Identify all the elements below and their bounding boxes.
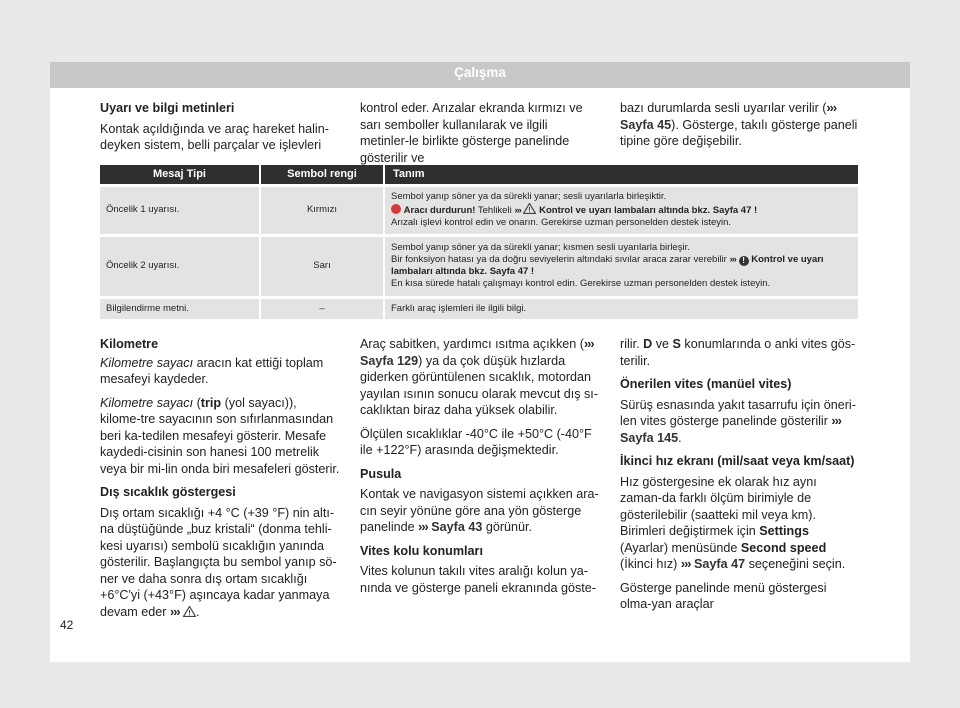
ref-arrow-icon: ›››	[583, 337, 594, 351]
paragraph: Kilometre sayacı aracın kat ettiği toplam mesafeyi kaydeder.	[100, 355, 324, 386]
ref-arrow-icon: ›››	[170, 604, 180, 619]
paragraph: Sürüş esnasında yakıt tasarrufu için öneri-len vites gösterge panelinde gösterilir ››› Sayfa 145.	[620, 397, 856, 445]
ref-arrow-icon: ›››	[418, 520, 428, 534]
cell-type: Bilgilendirme metni.	[100, 297, 260, 319]
paragraph: Dış ortam sıcaklığı +4 °C (+39 °F) nin altı-na düştüğünde „buz kristali“ (donma tehli-kesi uyarısı) sembolü sıcaklığın yanında gösterilir. Başlangıçta bu sembol yanıp sö-ner ve daha sonra dış ortam sıcaklığı +6°C'yi (+43°F) aşıncaya kadar yanmaya devam eder ››› .	[100, 505, 337, 619]
cell-definition: Farklı araç işlemleri ile ilgili bilgi.	[384, 297, 859, 319]
cell-type: Öncelik 2 uyarısı.	[100, 235, 260, 297]
info-exclamation-icon: !	[739, 256, 749, 266]
lower-column-2	[360, 336, 600, 603]
red-warning-icon	[391, 204, 401, 214]
top-column-2	[360, 100, 596, 173]
top-column-3	[620, 100, 860, 157]
paragraph: bazı durumlarda sesli uyarılar verilir (››› Sayfa 45). Gösterge, takılı gösterge paneli tipine göre değişebilir.	[620, 101, 858, 148]
cell-color: Sarı	[260, 235, 384, 297]
ref-arrow-icon: ›››	[514, 205, 521, 216]
paragraph: Vites kolunun takılı vites aralığı kolun ya-nında ve gösterge paneli ekranında göste-	[360, 564, 596, 595]
paragraph: Kontak ve navigasyon sistemi açıkken ara-cın seyir yönüne göre ana yön gösterge panelinde ››› Sayfa 43 görünür.	[360, 487, 599, 534]
table-header-type: Mesaj Tipi	[100, 165, 260, 185]
warning-texts-heading: Uyarı ve bilgi metinleri	[100, 101, 235, 115]
warning-triangle-icon	[183, 606, 196, 617]
warning-triangle-icon	[523, 203, 536, 214]
page-reference-link[interactable]: Sayfa 45	[620, 117, 672, 132]
page-reference-link[interactable]: Sayfa 43	[431, 520, 483, 534]
paragraph: Gösterge panelinde menü göstergesi olma-yan araçlar	[620, 580, 827, 611]
table-header-definition: Tanım	[384, 165, 859, 185]
cell-definition: Sembol yanıp söner ya da sürekli yanar; kısmen sesli uyarılarla birleşir. Bir fonksiyon hatası ya da doğru seviyelerin altındaki sıvılar araca zarar verebilir ››› ! Kontrol ve uyarı lambaları altında bkz. Sayfa 47 ! En kısa sürede hatalı çalışmayı kontrol edin. Gerekirse uzman personelden destek isteyin.	[384, 235, 859, 297]
paragraph: Ölçülen sıcaklıklar -40°C ile +50°C (-40°F ile +122°F) arasında değişmektedir.	[360, 426, 592, 457]
ref-arrow-icon: ›››	[826, 101, 837, 115]
lower-column-1	[100, 336, 340, 627]
page-number: 42	[60, 618, 74, 632]
paragraph: rilir. D ve S konumlarında o anki vites gös-terilir.	[620, 337, 856, 368]
page-reference-link[interactable]: Sayfa 145	[620, 430, 679, 445]
recommended-gear-heading: Önerilen vites (manüel vites)	[620, 377, 792, 391]
page-reference-link[interactable]: Kontrol ve uyarı lambaları altında bkz. Sayfa 47	[539, 205, 752, 216]
page-reference-link[interactable]: Sayfa 47	[693, 557, 746, 571]
section-title: Çalışma	[454, 65, 506, 80]
lower-column-3	[620, 336, 860, 620]
odometer-heading: Kilometre	[100, 337, 159, 351]
page-reference-link[interactable]: Kontrol ve uyarı lambaları altında bkz. Sayfa 47	[391, 254, 824, 277]
cell-definition: Sembol yanıp söner ya da sürekli yanar; sesli uyarılarla birleşiktir. Aracı durdurun! Tehlikeli ››› Kontrol ve uyarı lambaları altında bkz. Sayfa 47 ! Arızalı işlevi kontrol edin ve onarın. Gerekirse uzman personelden destek isteyin.	[384, 185, 859, 235]
cell-type: Öncelik 1 uyarısı.	[100, 185, 260, 235]
page-reference-link[interactable]: Sayfa 129	[360, 353, 419, 368]
top-column-1	[100, 100, 336, 161]
gear-positions-heading: Vites kolu konumları	[360, 543, 483, 558]
second-speed-heading: İkinci hız ekranı (mil/saat veya km/saat)	[620, 454, 855, 468]
paragraph: Hız göstergesine ek olarak hız aynı zaman-da farklı ölçüm birimiyle de gösterilebilir (saatteki mil veya km). Birimleri değiştirmek için Settings (Ayarlar) menüsünde Second speed (İkinci hız) ››› Sayfa 47 seçeneğini seçin.	[620, 474, 846, 571]
ref-arrow-icon: ›››	[831, 414, 842, 428]
paragraph: Kilometre sayacı (trip (yol sayacı)), kilome-tre sayacının son sıfırlanmasından beri ka-tedilen mesafeyi gösterir. Mesafe kaydedi-cisinin son hanesi 100 metrelik veya bir mi-lin onda biri mesafeleri gösterir.	[100, 395, 340, 476]
paragraph: Kontak açıldığında ve araç hareket halin-deyken sistem, belli parçalar ve işlevleri	[100, 121, 329, 152]
table-row	[100, 235, 859, 297]
table-row	[100, 297, 859, 319]
message-type-table	[100, 165, 860, 319]
paragraph: Araç sabitken, yardımcı ısıtma açıkken (››› Sayfa 129) ya da çok düşük hızlarda giderken görüntülenen sıcaklık, motordan yayılan ısının sonucu olarak mevcut dış sı-caklıktan biraz daha yüksek olabilir.	[360, 337, 598, 417]
paragraph: kontrol eder. Arızalar ekranda kırmızı ve sarı semboller kullanılarak ve ilgili metinler-le birlikte gösterge panelinde gösterilir ve	[360, 101, 583, 165]
ref-arrow-icon: ›››	[729, 254, 736, 265]
outside-temp-heading: Dış sıcaklık göstergesi	[100, 485, 236, 499]
ref-arrow-icon: ›››	[680, 557, 691, 571]
cell-color: –	[260, 297, 384, 319]
cell-color: Kırmızı	[260, 185, 384, 235]
table-row	[100, 185, 859, 235]
compass-heading: Pusula	[360, 466, 402, 481]
table-header-color: Sembol rengi	[260, 165, 384, 185]
